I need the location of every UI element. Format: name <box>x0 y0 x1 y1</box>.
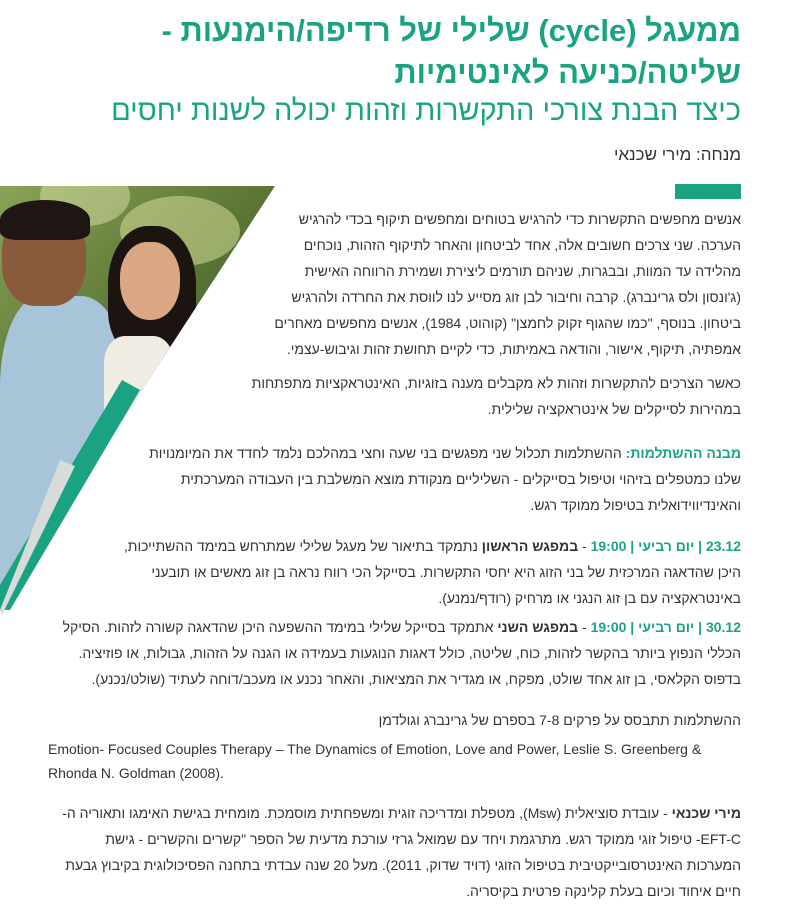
bio-name: מירי שכנאי <box>671 805 741 821</box>
intro-paragraph-2: כאשר הצרכים להתקשרות וזהות לא מקבלים מענה בזוגיות, האינטראקציות מתפתחות במהירות לסייקלים של אינטראקציה שלילית. <box>251 375 741 417</box>
reference-citation: Emotion- Focused Couples Therapy – The Dynamics of Emotion, Love and Power, Leslie S. Greenberg & Rhonda N. Goldman (2008). <box>48 741 702 781</box>
session-2-date: 30.12 | יום רביעי | 19:00 <box>590 619 741 635</box>
reference-intro: ההשתלמות תתבסס על פרקים 7-8 בספרם של גרינברג וגולדמן <box>378 712 741 728</box>
host-line: מנחה: מירי שכנאי <box>613 145 741 164</box>
bio-paragraph <box>51 800 741 904</box>
session-2-label: במפגש השני <box>497 619 579 635</box>
session-2-text: אתמקד בסייקל שלילי במימד ההשפעה היכן שהדאגה קשורה לזהות. הסיקל הכללי הנפוץ ביותר בהקשר לזהות, כוח, שליטה, כולל דאגות הנוגעות בעמידה או הגנה על הזהות, גבולות, או פוזיציה. בדפוס הקלאסי, בן זוג אחד שולט, מפקח, או מגדיר את המציאות, והאחר נכנע או מעכב/דוחה לעתיד (שולט/נכנע). <box>62 619 741 687</box>
structure-paragraph <box>146 440 741 518</box>
page-title: ממעגל (cycle) שלילי של רדיפה/הימנעות - שליטה/כניעה לאינטימיות <box>161 13 741 90</box>
photo-man-hair <box>0 200 90 240</box>
session-1-label: במפגש הראשון <box>481 538 579 554</box>
session-2-sep: - <box>578 619 591 635</box>
intro-paragraph-1: אנשים מחפשים התקשרות כדי להרגיש בטוחים ומחפשים תיקוף בכדי להרגיש הערכה. שני צרכים חשובים אלה, אחד לביטחון והאחר לתיקוף הזהות, נוכחים מהלידה עד המוות, ובבגרות, שניהם תורמים ליצירת ושמירת הרווחה האישית (ג'ונסון ולס גרינברג). קרבה וחיבור לבן זוג מסייע לנו לווסת את החרדה ולהרגיש ביטחון. בנוסף, "כמו שהגוף זקוק לחמצן" (קוהוט, 1984), אנשים מחפשים מאחרים אמפתיה, תיקוף, אישור, והודאה באמיתות, כדי לקיים תחושת זהות וגיבוש-עצמי. <box>274 211 741 357</box>
bio-text: - עובדת סוציאלית (Msw), מטפלת ומדריכה זוגית ומשפחתית מוסמכת. מומחית בגישת האימגו ותאוריה ה-EFT-C- טיפול זוגי ממוקד רגש. מתרגמת ויחד עם שמואל גרזי עורכת מדעית של הספר "קשרים והקשרים - גישת המערכות האינטרסובייקטיבית בטיפול הזוגי (דויד שדוק, 2011). מעל 20 שנה עבדתי בתחנה הפסיכולוגית בקיבוץ גבעת חיים איחוד וכיום בעלת קלינקה פרטית בקיסריה. <box>62 805 741 899</box>
photo-woman-face <box>120 242 180 320</box>
session-1-sep: - <box>578 538 591 554</box>
structure-label: מבנה ההשתלמות: <box>625 445 741 461</box>
accent-bar <box>675 184 741 199</box>
session-2-paragraph <box>51 614 741 692</box>
session-1-paragraph <box>121 533 741 611</box>
page-subtitle: כיצד הבנת צורכי התקשרות וזהות יכולה לשנות יחסים <box>111 95 741 127</box>
structure-text: ההשתלמות תכלול שני מפגשים בני שעה וחצי במהלכם נלמד לחדד את המיומנויות שלנו כמטפלים בזיהוי וטיפול בסייקלים - השליליים מנקודת מוצא המשלבת בין העבודה המערכתית והאינדיווידואלית בטיפול ממוקד רגש. <box>149 445 741 513</box>
session-1-text: נתמקד בתיאור של מעגל שלילי שמתרחש במימד ההשתייכות, היכן שהדאגה המרכזית של בני הזוג היא יחסי התקשרות. בסייקל הכי רווח נראה בן זוג מאשים או תובעני באינטראקציה עם בן זוג הנגני או מרחיק (רודף/נמנע). <box>123 538 741 606</box>
session-1-date: 23.12 | יום רביעי | 19:00 <box>590 538 741 554</box>
